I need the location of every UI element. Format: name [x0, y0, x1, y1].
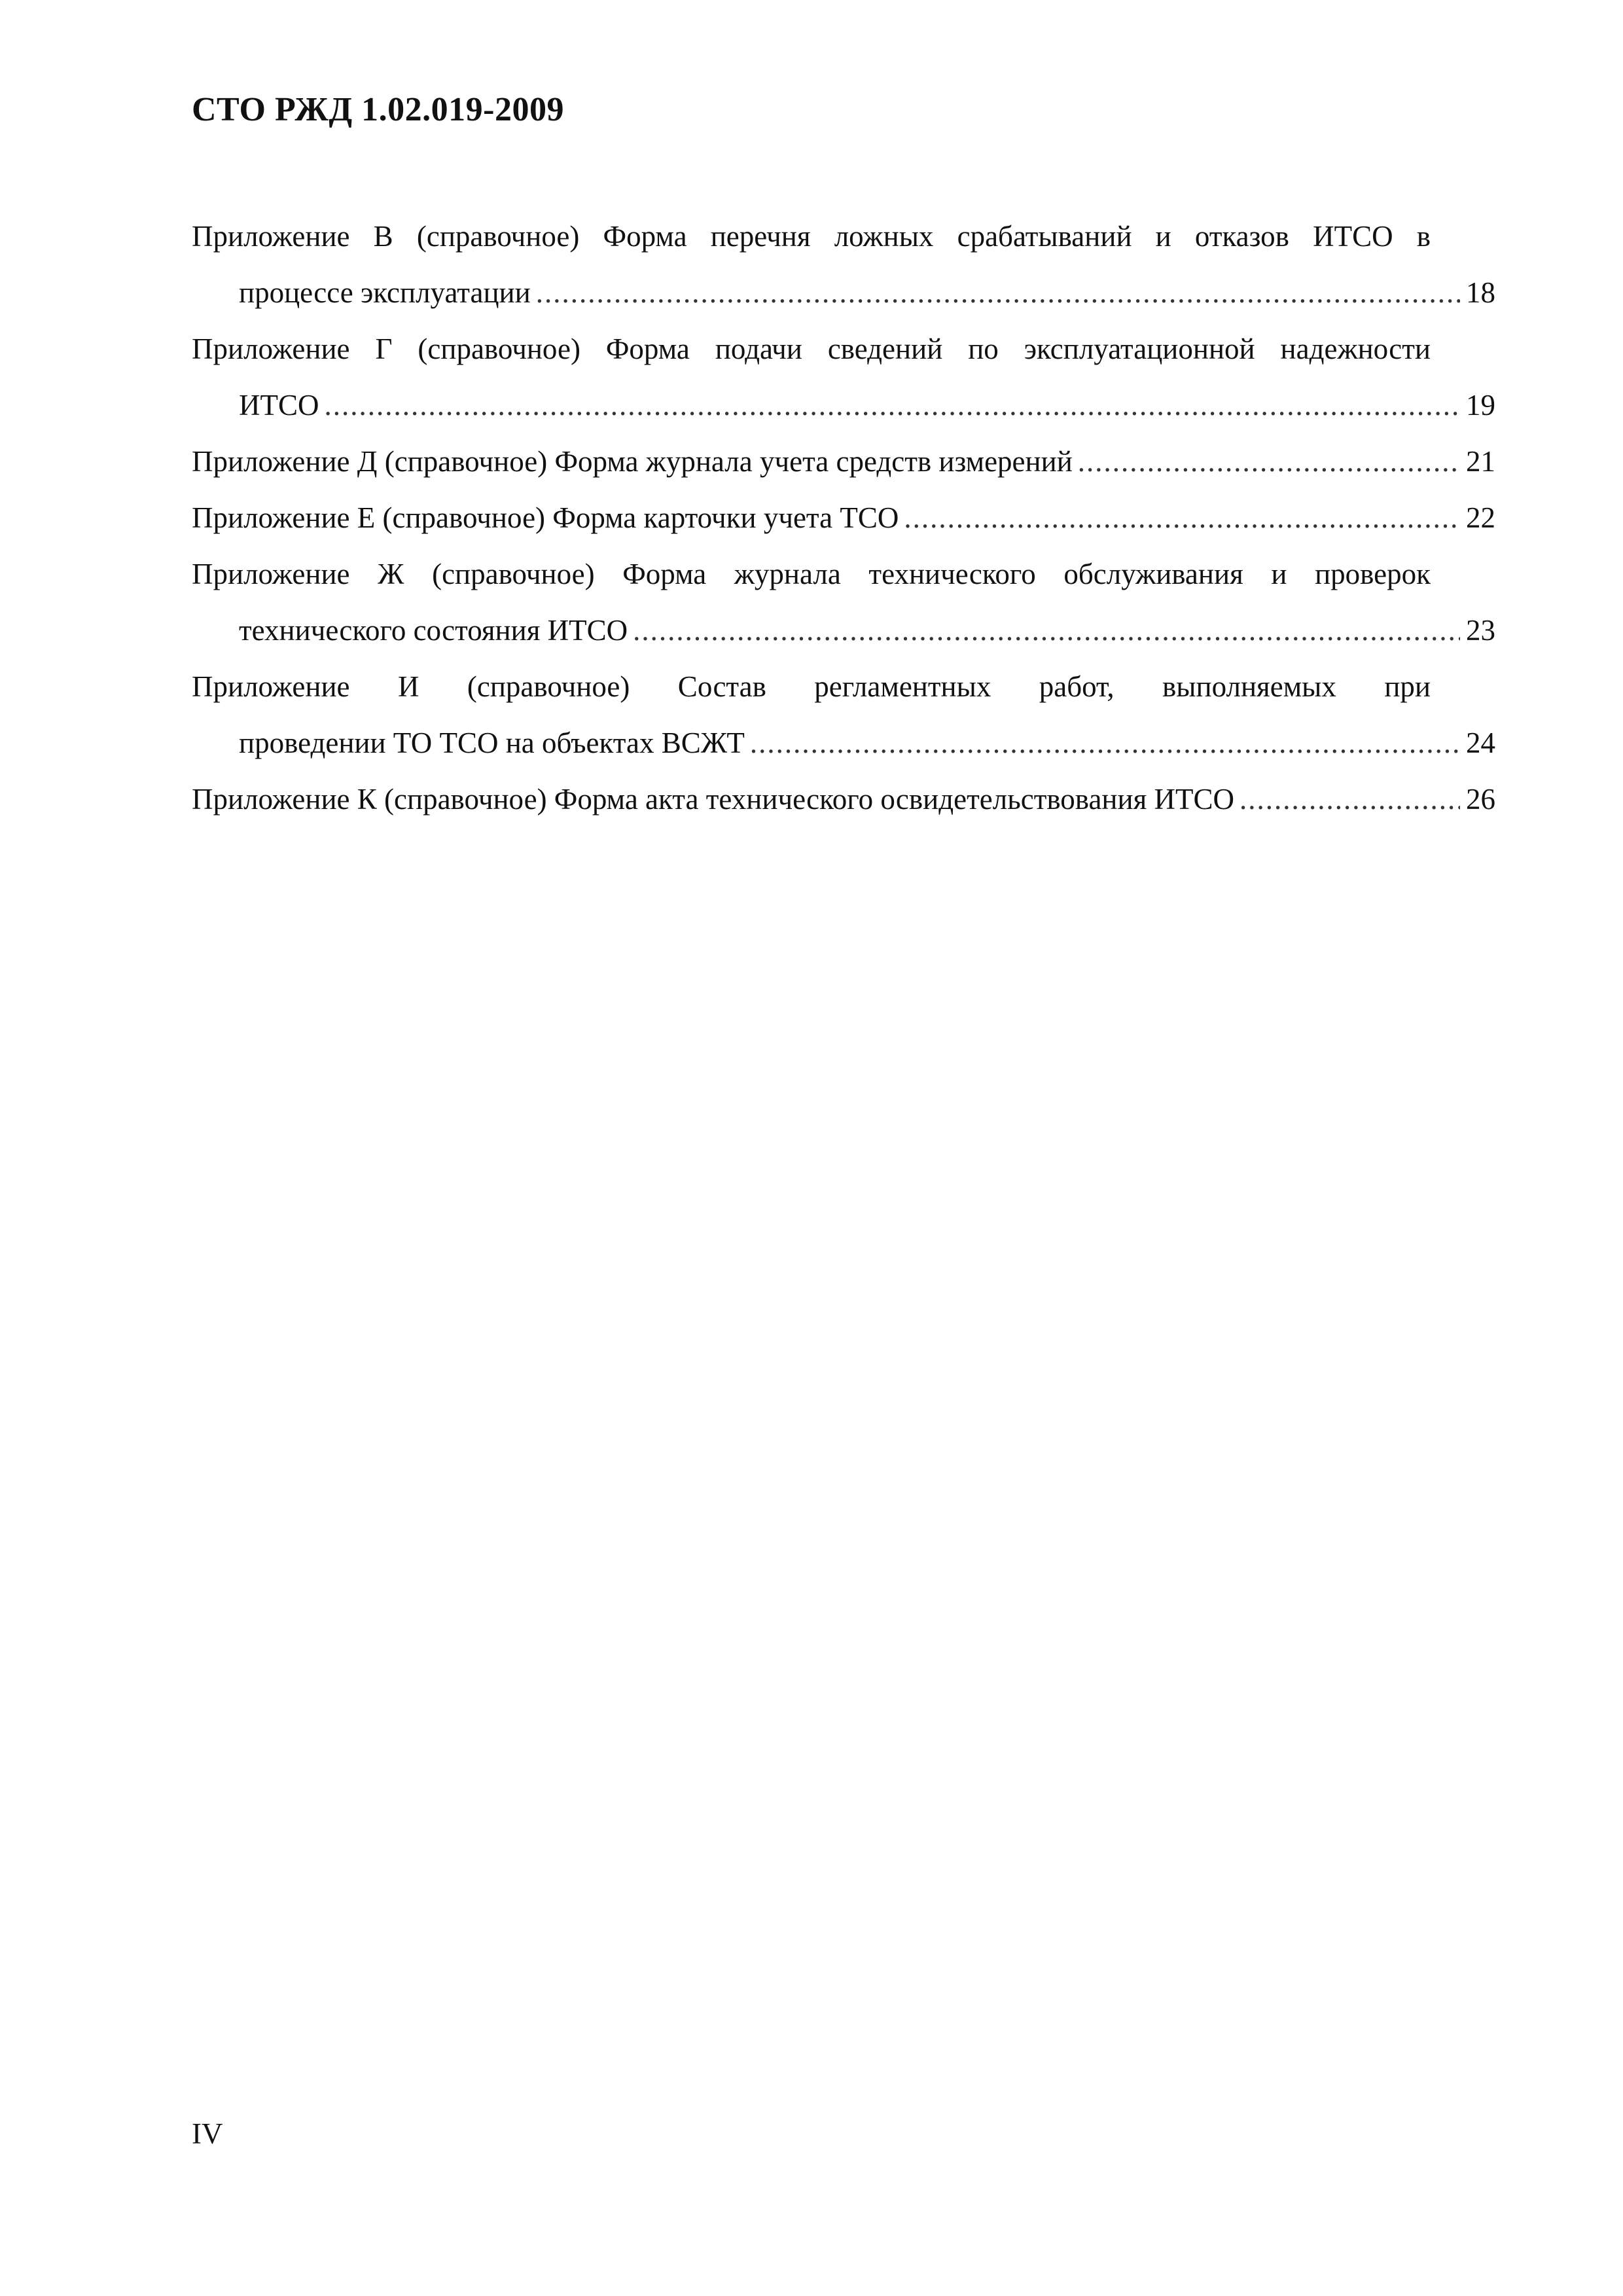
toc-page-number: 24 [1466, 726, 1495, 759]
page-number-footer: IV [192, 2117, 223, 2150]
toc-entry-title-continuation: ИТСО [239, 389, 319, 422]
dot-leader [633, 602, 1460, 658]
toc-entry-appendix-i[interactable] [192, 658, 1495, 771]
toc-entry-title-continuation: процессе эксплуатации [239, 276, 531, 309]
toc-entry-title: Приложение Г (справочное) Форма подачи сведений по эксплуатационной надежности [192, 332, 1431, 365]
toc-page-number: 26 [1466, 783, 1495, 816]
dot-leader [904, 490, 1460, 546]
toc-page-number: 22 [1466, 501, 1495, 534]
toc-entry-title-continuation: проведении ТО ТСО на объектах ВСЖТ [239, 726, 745, 759]
toc-entry-title: Приложение Ж (справочное) Форма журнала технического обслуживания и проверок [192, 558, 1431, 590]
toc-entry-appendix-e[interactable] [192, 490, 1495, 546]
toc-entry-title: Приложение Е (справочное) Форма карточки учета ТСО [192, 501, 899, 534]
toc-page-number: 18 [1466, 276, 1495, 309]
dot-leader [1240, 771, 1460, 827]
toc-entry-title: Приложение И (справочное) Состав регламентных работ, выполняемых при [192, 670, 1431, 703]
document-code-header: СТО РЖД 1.02.019-2009 [192, 91, 564, 128]
dot-leader [1078, 433, 1460, 490]
toc-entry-title: Приложение Д (справочное) Форма журнала учета средств измерений [192, 445, 1073, 478]
toc-entry-title: Приложение К (справочное) Форма акта технического освидетельствования ИТСО [192, 783, 1235, 816]
toc-page-number: 23 [1466, 614, 1495, 647]
toc-entry-appendix-v[interactable] [192, 208, 1495, 321]
table-of-contents [192, 208, 1495, 827]
toc-page-number: 21 [1466, 445, 1495, 478]
dot-leader [536, 264, 1460, 321]
dot-leader [325, 377, 1461, 433]
toc-entry-appendix-d[interactable] [192, 433, 1495, 490]
toc-page-number: 19 [1466, 389, 1495, 422]
toc-entry-title-continuation: технического состояния ИТСО [239, 614, 628, 647]
toc-entry-appendix-zh[interactable] [192, 546, 1495, 658]
toc-entry-appendix-g[interactable] [192, 321, 1495, 433]
dot-leader [750, 715, 1460, 771]
toc-entry-appendix-k[interactable] [192, 771, 1495, 827]
toc-entry-title: Приложение В (справочное) Форма перечня ложных срабатываний и отказов ИТСО в [192, 220, 1431, 253]
